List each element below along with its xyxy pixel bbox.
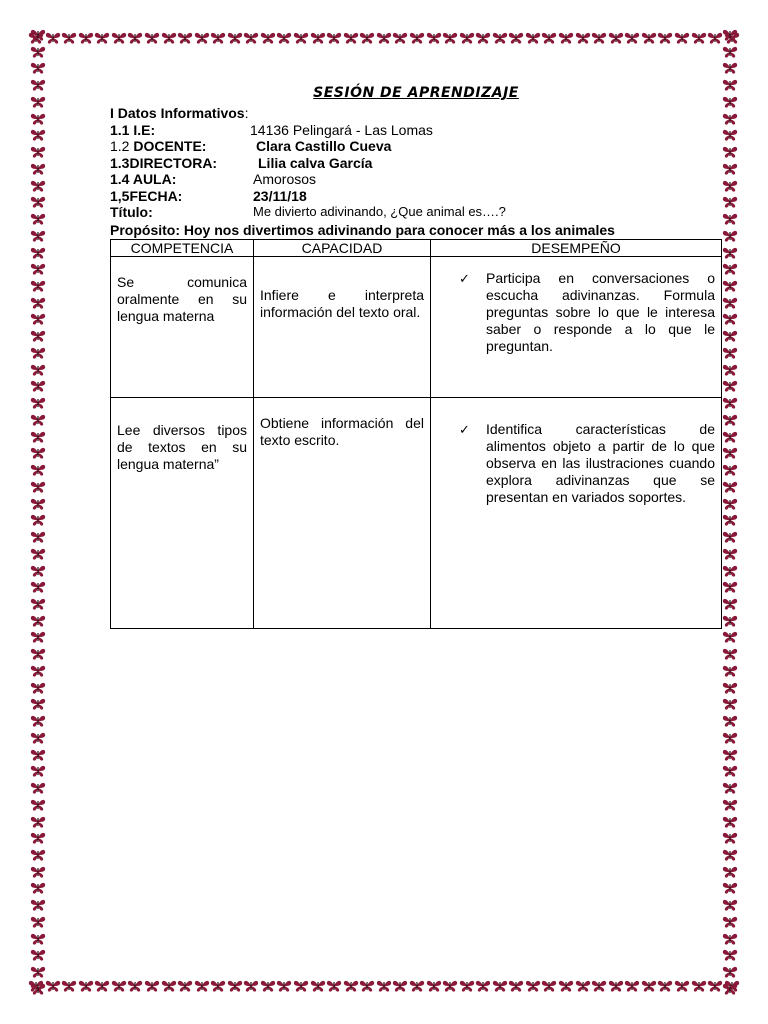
table-cell xyxy=(254,397,431,628)
butterfly-icon xyxy=(722,697,738,711)
butterfly-icon xyxy=(30,597,46,611)
field-label: 1,5FECHA: xyxy=(110,187,183,204)
butterfly-icon xyxy=(293,979,309,993)
butterfly-border-top xyxy=(28,28,740,48)
butterfly-icon xyxy=(30,848,46,862)
butterfly-icon xyxy=(30,530,46,544)
butterfly-icon xyxy=(94,31,110,45)
field-value: Lilia calva García xyxy=(258,154,373,171)
butterfly-icon xyxy=(508,979,524,993)
butterfly-icon xyxy=(111,979,127,993)
butterfly-icon xyxy=(194,979,210,993)
desempeno-item xyxy=(431,270,721,355)
header-capacidad: CAPACIDAD xyxy=(254,239,431,256)
butterfly-icon xyxy=(30,815,46,829)
table-cell xyxy=(254,256,431,397)
butterfly-icon xyxy=(409,979,425,993)
butterfly-icon xyxy=(243,979,259,993)
butterfly-icon xyxy=(326,979,342,993)
butterfly-icon xyxy=(30,396,46,410)
butterfly-icon xyxy=(30,480,46,494)
butterfly-icon xyxy=(30,45,46,59)
field-label-number: 1.2 xyxy=(110,138,134,154)
butterfly-icon xyxy=(30,195,46,209)
butterfly-icon xyxy=(722,95,738,109)
butterfly-icon xyxy=(525,979,541,993)
butterfly-icon xyxy=(722,413,738,427)
butterfly-icon xyxy=(722,764,738,778)
butterfly-icon xyxy=(30,312,46,326)
butterfly-icon xyxy=(459,31,475,45)
butterfly-icon xyxy=(558,31,574,45)
butterfly-icon xyxy=(310,979,326,993)
butterfly-icon xyxy=(722,463,738,477)
butterfly-icon xyxy=(243,31,259,45)
butterfly-icon xyxy=(591,979,607,993)
desempeno-text: Participa en conversaciones o escucha adivinanzas. Formula preguntas sobre lo que le interesa saber o responde a lo que le preguntan. xyxy=(486,269,715,354)
butterfly-icon xyxy=(210,31,226,45)
butterfly-icon xyxy=(722,45,738,59)
butterfly-icon xyxy=(30,446,46,460)
butterfly-icon xyxy=(392,31,408,45)
butterfly-icon xyxy=(442,31,458,45)
butterfly-icon xyxy=(722,898,738,912)
butterfly-icon xyxy=(30,145,46,159)
butterfly-icon xyxy=(426,979,442,993)
butterfly-icon xyxy=(293,31,309,45)
capacidad-text: Obtiene información del texto escrito. xyxy=(260,414,424,448)
butterfly-icon xyxy=(30,681,46,695)
competencies-table xyxy=(110,239,722,629)
butterfly-icon xyxy=(722,948,738,962)
butterfly-icon xyxy=(722,731,738,745)
butterfly-icon xyxy=(30,664,46,678)
butterfly-icon xyxy=(30,363,46,377)
table-row xyxy=(111,256,722,397)
butterfly-icon xyxy=(30,630,46,644)
butterfly-icon xyxy=(657,31,673,45)
butterfly-icon xyxy=(30,329,46,343)
butterfly-icon xyxy=(575,979,591,993)
butterfly-icon xyxy=(508,31,524,45)
butterfly-icon xyxy=(30,564,46,578)
butterfly-icon xyxy=(722,363,738,377)
butterfly-icon xyxy=(30,61,46,75)
butterfly-icon xyxy=(30,128,46,142)
butterfly-icon xyxy=(30,982,46,996)
butterfly-icon xyxy=(722,513,738,527)
butterfly-icon xyxy=(30,262,46,276)
desempeno-text: Identifica características de alimentos objeto a partir de lo que observa en las ilustraciones cuando explora adivinanzas que se presentan en variados soportes. xyxy=(486,420,715,505)
butterfly-icon xyxy=(722,379,738,393)
butterfly-icon xyxy=(194,31,210,45)
butterfly-icon xyxy=(722,580,738,594)
competencia-text: Se comunica oralmente en su lengua materna xyxy=(117,273,247,324)
butterfly-icon xyxy=(722,430,738,444)
butterfly-icon xyxy=(691,31,707,45)
butterfly-icon xyxy=(227,31,243,45)
butterfly-icon xyxy=(30,513,46,527)
butterfly-icon xyxy=(722,681,738,695)
butterfly-icon xyxy=(310,31,326,45)
butterfly-icon xyxy=(722,915,738,929)
field-fecha xyxy=(110,188,722,205)
butterfly-icon xyxy=(722,748,738,762)
butterfly-icon xyxy=(722,28,738,42)
butterfly-icon xyxy=(376,31,392,45)
butterfly-icon xyxy=(392,979,408,993)
butterfly-icon xyxy=(722,61,738,75)
butterfly-icon xyxy=(722,848,738,862)
butterfly-icon xyxy=(30,831,46,845)
butterfly-icon xyxy=(144,31,160,45)
butterfly-icon xyxy=(30,697,46,711)
butterfly-icon xyxy=(722,262,738,276)
section-heading-colon: : xyxy=(244,105,249,121)
butterfly-icon xyxy=(558,979,574,993)
field-value: Amorosos xyxy=(253,171,317,187)
butterfly-icon xyxy=(426,31,442,45)
butterfly-icon xyxy=(227,979,243,993)
document-title: SESIÓN DE APRENDIZAJE xyxy=(313,85,519,101)
checkmark-icon: ✓ xyxy=(459,421,470,437)
butterfly-icon xyxy=(722,714,738,728)
butterfly-icon xyxy=(359,31,375,45)
butterfly-icon xyxy=(624,31,640,45)
butterfly-icon xyxy=(722,480,738,494)
butterfly-icon xyxy=(260,31,276,45)
butterfly-icon xyxy=(722,162,738,176)
butterfly-icon xyxy=(475,31,491,45)
field-label: 1.4 AULA: xyxy=(110,171,177,187)
butterfly-icon xyxy=(608,979,624,993)
butterfly-icon xyxy=(722,296,738,310)
butterfly-icon xyxy=(144,979,160,993)
butterfly-icon xyxy=(691,979,707,993)
butterfly-icon xyxy=(722,932,738,946)
butterfly-icon xyxy=(30,463,46,477)
butterfly-icon xyxy=(326,31,342,45)
document-page xyxy=(110,85,722,629)
table-cell xyxy=(111,256,254,397)
butterfly-border-bottom xyxy=(28,976,740,996)
butterfly-icon xyxy=(30,246,46,260)
butterfly-icon xyxy=(722,597,738,611)
field-value: Me divierto adivinando, ¿Que animal es….? xyxy=(253,204,506,219)
butterfly-icon xyxy=(30,948,46,962)
butterfly-icon xyxy=(608,31,624,45)
butterfly-icon xyxy=(722,112,738,126)
butterfly-icon xyxy=(722,179,738,193)
butterfly-icon xyxy=(111,31,127,45)
butterfly-icon xyxy=(30,731,46,745)
butterfly-icon xyxy=(177,979,193,993)
butterfly-icon xyxy=(276,979,292,993)
butterfly-icon xyxy=(30,279,46,293)
butterfly-icon xyxy=(722,329,738,343)
butterfly-icon xyxy=(722,881,738,895)
butterfly-icon xyxy=(722,798,738,812)
butterfly-icon xyxy=(641,979,657,993)
butterfly-icon xyxy=(30,781,46,795)
butterfly-icon xyxy=(722,831,738,845)
butterfly-icon xyxy=(78,31,94,45)
field-label xyxy=(110,138,250,155)
butterfly-icon xyxy=(30,965,46,979)
butterfly-icon xyxy=(30,748,46,762)
butterfly-icon xyxy=(30,497,46,511)
butterfly-icon xyxy=(674,979,690,993)
butterfly-icon xyxy=(722,630,738,644)
field-value: Clara Castillo Cueva xyxy=(256,138,392,154)
butterfly-icon xyxy=(722,815,738,829)
butterfly-icon xyxy=(722,965,738,979)
butterfly-icon xyxy=(177,31,193,45)
butterfly-icon xyxy=(722,145,738,159)
butterfly-icon xyxy=(161,31,177,45)
butterfly-icon xyxy=(30,932,46,946)
butterfly-icon xyxy=(722,982,738,996)
capacidad-text: Infiere e interpreta información del texto oral. xyxy=(260,286,424,320)
butterfly-icon xyxy=(94,979,110,993)
butterfly-icon xyxy=(30,379,46,393)
butterfly-icon xyxy=(722,865,738,879)
section-heading-row xyxy=(110,105,722,122)
butterfly-icon xyxy=(30,212,46,226)
butterfly-icon xyxy=(343,979,359,993)
butterfly-icon xyxy=(475,979,491,993)
field-value: 23/11/18 xyxy=(253,187,307,204)
butterfly-icon xyxy=(492,979,508,993)
butterfly-icon xyxy=(722,78,738,92)
butterfly-icon xyxy=(30,28,46,42)
butterfly-icon xyxy=(30,179,46,193)
butterfly-icon xyxy=(674,31,690,45)
butterfly-icon xyxy=(722,246,738,260)
butterfly-icon xyxy=(359,979,375,993)
butterfly-icon xyxy=(442,979,458,993)
butterfly-icon xyxy=(30,764,46,778)
butterfly-icon xyxy=(78,979,94,993)
butterfly-icon xyxy=(30,346,46,360)
butterfly-icon xyxy=(591,31,607,45)
butterfly-icon xyxy=(459,979,475,993)
section-heading: I Datos Informativos xyxy=(110,105,245,121)
field-label: Título: xyxy=(110,204,153,220)
butterfly-icon xyxy=(722,396,738,410)
butterfly-icon xyxy=(30,296,46,310)
butterfly-icon xyxy=(722,530,738,544)
butterfly-icon xyxy=(722,195,738,209)
table-row xyxy=(111,397,722,628)
butterfly-icon xyxy=(61,31,77,45)
butterfly-icon xyxy=(30,915,46,929)
butterfly-icon xyxy=(30,614,46,628)
butterfly-icon xyxy=(722,647,738,661)
header-competencia: COMPETENCIA xyxy=(111,239,254,256)
butterfly-icon xyxy=(722,664,738,678)
field-value: 14136 Pelingará - Las Lomas xyxy=(250,121,433,138)
butterfly-icon xyxy=(722,497,738,511)
butterfly-border-right xyxy=(720,28,740,996)
header-desempeno: DESEMPEÑO xyxy=(431,239,722,256)
butterfly-icon xyxy=(30,78,46,92)
butterfly-icon xyxy=(30,865,46,879)
butterfly-icon xyxy=(657,979,673,993)
butterfly-icon xyxy=(30,898,46,912)
butterfly-icon xyxy=(260,979,276,993)
butterfly-icon xyxy=(343,31,359,45)
checkmark-icon: ✓ xyxy=(459,270,470,286)
table-header-row xyxy=(111,239,722,256)
butterfly-icon xyxy=(722,229,738,243)
butterfly-icon xyxy=(30,547,46,561)
butterfly-icon xyxy=(541,979,557,993)
butterfly-icon xyxy=(492,31,508,45)
field-docente xyxy=(110,138,722,155)
butterfly-icon xyxy=(641,31,657,45)
butterfly-border-left xyxy=(28,28,48,996)
butterfly-icon xyxy=(30,95,46,109)
table-cell xyxy=(111,397,254,628)
butterfly-icon xyxy=(30,162,46,176)
field-label: 1.3DIRECTORA: xyxy=(110,154,218,171)
butterfly-icon xyxy=(210,979,226,993)
competencia-text: Lee diversos tipos de textos en su lengua materna” xyxy=(117,421,247,472)
butterfly-icon xyxy=(722,128,738,142)
butterfly-icon xyxy=(127,979,143,993)
butterfly-icon xyxy=(722,564,738,578)
butterfly-icon xyxy=(30,798,46,812)
butterfly-icon xyxy=(30,112,46,126)
field-label: 1.1 I.E: xyxy=(110,121,156,138)
butterfly-icon xyxy=(276,31,292,45)
butterfly-icon xyxy=(30,430,46,444)
butterfly-icon xyxy=(722,279,738,293)
purpose-text: Propósito: Hoy nos divertimos adivinando para conocer más a los animales xyxy=(110,221,615,238)
butterfly-icon xyxy=(30,647,46,661)
info-section xyxy=(110,105,722,221)
butterfly-icon xyxy=(161,979,177,993)
butterfly-icon xyxy=(722,614,738,628)
butterfly-icon xyxy=(624,979,640,993)
butterfly-icon xyxy=(575,31,591,45)
field-directora xyxy=(110,155,722,172)
butterfly-icon xyxy=(525,31,541,45)
field-label-text: DOCENTE: xyxy=(133,138,207,154)
field-ie xyxy=(110,122,722,139)
butterfly-icon xyxy=(30,881,46,895)
butterfly-icon xyxy=(30,413,46,427)
table-cell xyxy=(431,397,722,628)
butterfly-icon xyxy=(722,212,738,226)
table-cell xyxy=(431,256,722,397)
butterfly-icon xyxy=(376,979,392,993)
desempeno-item xyxy=(431,421,721,506)
butterfly-icon xyxy=(722,446,738,460)
butterfly-icon xyxy=(722,781,738,795)
butterfly-icon xyxy=(722,346,738,360)
butterfly-icon xyxy=(409,31,425,45)
butterfly-icon xyxy=(30,229,46,243)
field-aula xyxy=(110,171,722,188)
butterfly-icon xyxy=(30,580,46,594)
butterfly-icon xyxy=(722,312,738,326)
butterfly-icon xyxy=(722,547,738,561)
butterfly-icon xyxy=(30,714,46,728)
butterfly-icon xyxy=(61,979,77,993)
butterfly-icon xyxy=(541,31,557,45)
butterfly-icon xyxy=(127,31,143,45)
field-titulo xyxy=(110,204,722,221)
